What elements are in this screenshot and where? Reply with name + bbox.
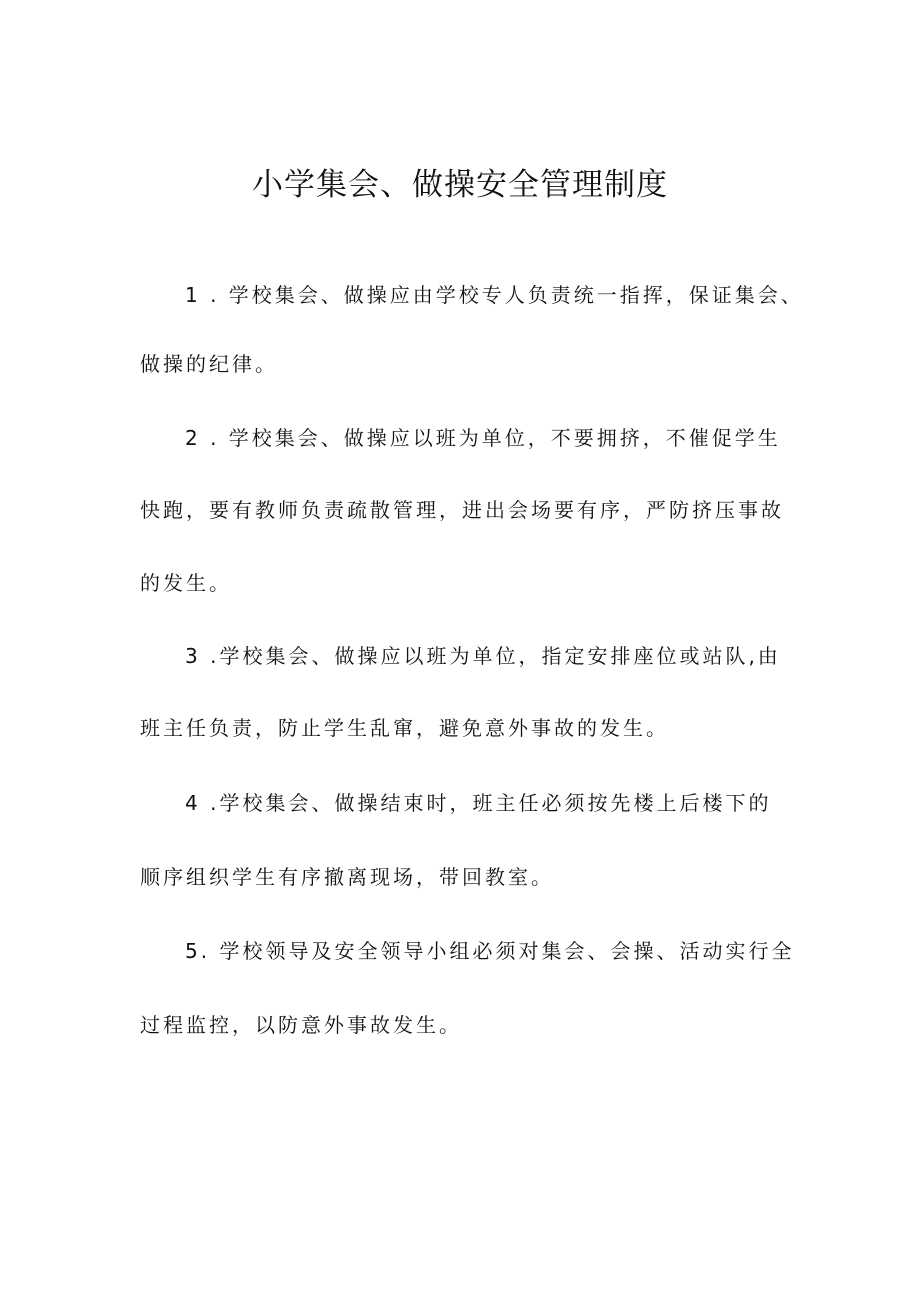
rule-1-line-1: 1 . 学校集会、做操应由学校专人负责统一指挥，保证集会、 bbox=[185, 283, 804, 307]
rule-2-line-1: 2 . 学校集会、做操应以班为单位，不要拥挤，不催促学生 bbox=[185, 426, 781, 450]
rule-2-line-2: 快跑，要有教师负责疏散管理，进出会场要有序，严防挤压事故 bbox=[140, 498, 784, 522]
rule-3-line-1: 3 .学校集会、做操应以班为单位，指定安排座位或站队,由 bbox=[185, 644, 781, 668]
rule-5-line-1: 5. 学校领导及安全领导小组必须对集会、会操、活动实行全 bbox=[185, 939, 795, 963]
rule-1-line-2: 做操的纪律。 bbox=[140, 352, 278, 376]
document-title: 小学集会、做操安全管理制度 bbox=[252, 167, 668, 203]
rule-2-line-3: 的发生。 bbox=[140, 571, 232, 595]
rule-3-line-2: 班主任负责，防止学生乱窜，避免意外事故的发生。 bbox=[140, 716, 669, 740]
rule-4-line-1: 4 .学校集会、做操结束时，班主任必须按先楼上后楼下的 bbox=[185, 791, 772, 815]
rule-4-line-2: 顺序组织学生有序撤离现场，带回教室。 bbox=[140, 865, 554, 889]
rule-5-line-2: 过程监控，以防意外事故发生。 bbox=[140, 1013, 462, 1037]
